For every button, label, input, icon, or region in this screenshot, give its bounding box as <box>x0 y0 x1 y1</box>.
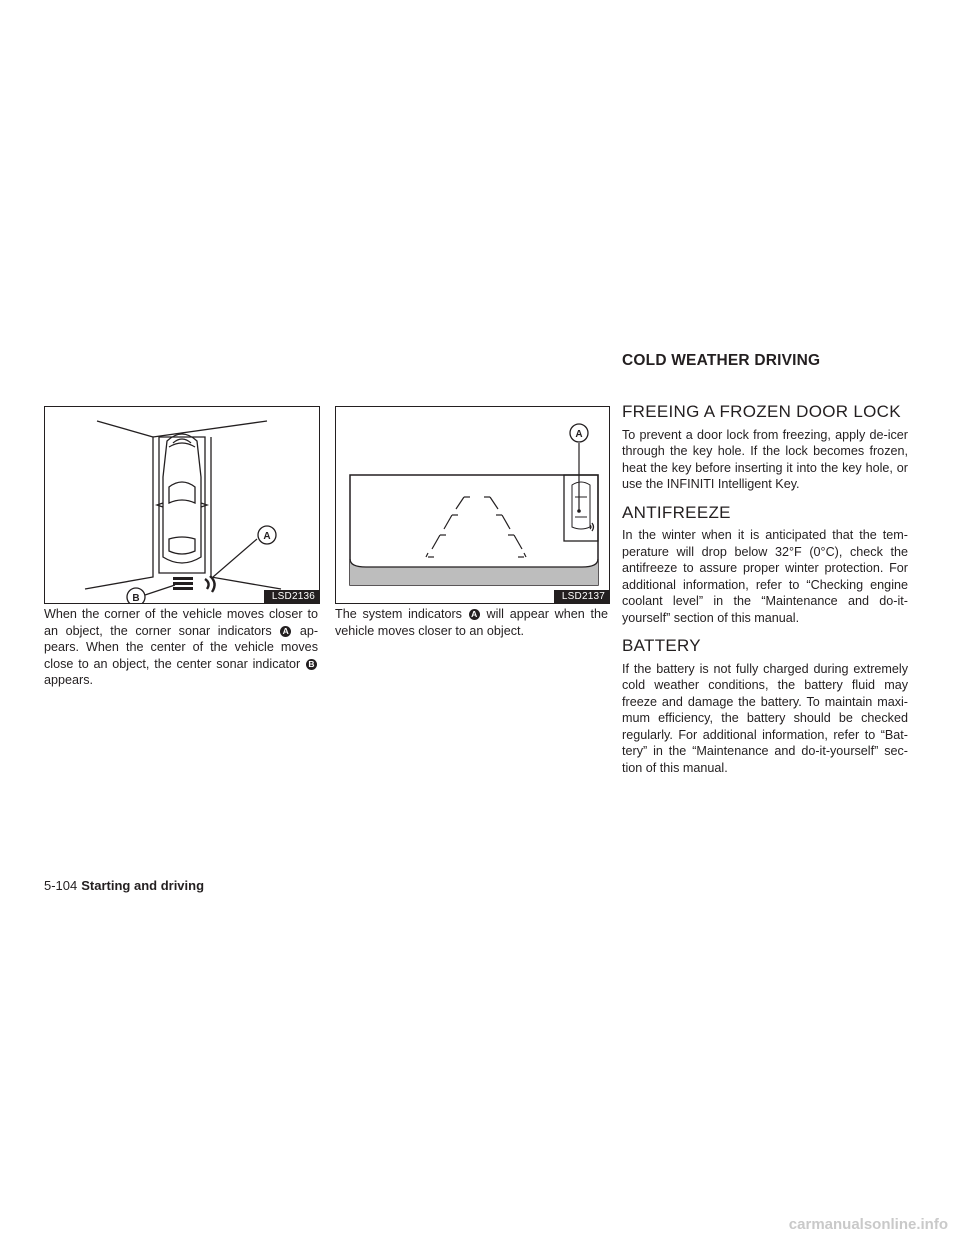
figure-system-indicators <box>335 406 610 604</box>
column3-text <box>622 404 908 776</box>
figure2-label-a: A <box>575 429 583 440</box>
indicator-a-icon: A <box>469 609 480 620</box>
figure-corner-sonar <box>44 406 320 604</box>
battery-paragraph: If the battery is not fully charged during extremely cold weather conditions, the battery fluid may freeze and damage the battery. To maintain maxi-mum efficiency, the battery should be checked regularly. For additional information, refer to “Bat-tery” in the “Maintenance and do-it-yourself” sec-tion of this manual. <box>622 661 908 775</box>
col1-text-part3: appears. <box>44 673 94 687</box>
heading-battery: BATTERY <box>622 636 701 655</box>
frozen-door-lock-paragraph: To prevent a door lock from freezing, apply de-icer through the key hole. If the lock becomes frozen, heat the key before inserting it into the key hole, or use the INFINITI Intelligent Key. <box>622 427 908 491</box>
corner-sonar-paragraph <box>44 606 318 689</box>
footer-section-name: Starting and driving <box>81 878 205 893</box>
figure1-label-b: B <box>132 593 140 603</box>
figure1-code: LSD2136 <box>264 590 319 603</box>
col1-text-part1: When the corner of the vehicle moves closer to an object, the corner sonar indicators <box>44 607 318 638</box>
column2-text <box>335 606 608 639</box>
indicator-a-icon: A <box>280 626 291 637</box>
page-number: 5-104 <box>44 878 78 893</box>
col2-text-part2: will appear when the vehicle moves closer to an object. <box>335 607 609 638</box>
heading-frozen-door-lock: FREEING A FROZEN DOOR LOCK <box>622 402 901 421</box>
heading-antifreeze: ANTIFREEZE <box>622 502 731 522</box>
column1-text <box>44 606 318 689</box>
col1-text-part2: ap-pears. When the center of the vehicle moves close to an object, the center sonar indicator <box>44 623 319 671</box>
section-title: COLD WEATHER DRIVING <box>622 352 821 369</box>
page-footer <box>44 878 204 893</box>
parking-diagram-illustration <box>45 407 319 603</box>
col2-text-part1: The system indicators <box>335 607 462 621</box>
figure1-label-a: A <box>263 531 271 542</box>
camera-display-illustration <box>336 407 609 603</box>
watermark: carmanualsonline.info <box>788 1216 948 1233</box>
antifreeze-paragraph: In the winter when it is anticipated that the tem-perature will drop below 32°F (0°C), check the antifreeze to assure proper winter protection. For additional information, refer to “Checking engine coolant level” in the “Maintenance and do-it-yourself” section of this manual. <box>622 528 908 625</box>
system-indicators-paragraph <box>335 606 608 639</box>
indicator-b-icon: B <box>306 659 317 670</box>
figure2-code: LSD2137 <box>554 590 609 603</box>
